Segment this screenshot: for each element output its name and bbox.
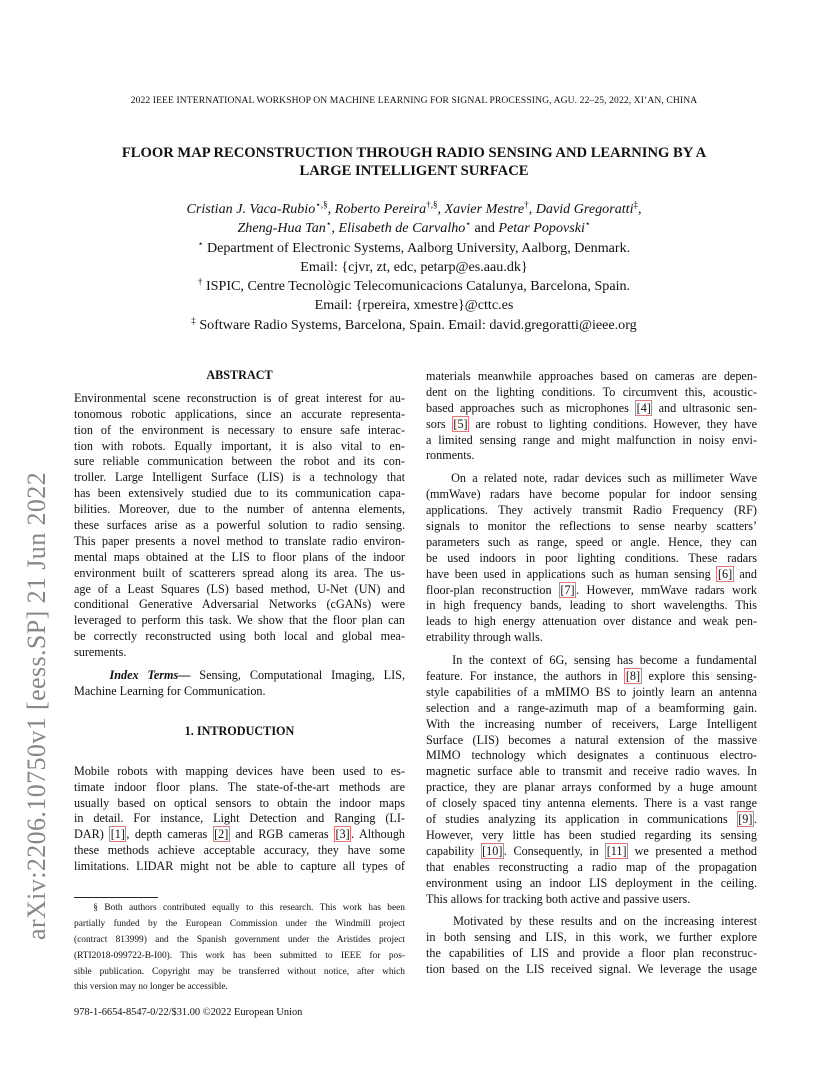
citation-link[interactable]: [2] (214, 827, 229, 842)
body-line: dent on the lighting conditions. To circumvent this, acoustic- (426, 384, 757, 399)
author-name: David Gregoratti (535, 201, 634, 217)
body-line: be used indoors in poor lighting conditions. These radars (426, 550, 757, 565)
body-line: On a related note, radar devices such as millimeter Wave (451, 471, 757, 486)
abstract-line: This paper presents a novel method to translate radio environ- (74, 533, 405, 548)
running-header: 2022 IEEE INTERNATIONAL WORKSHOP ON MACHINE LEARNING FOR SIGNAL PROCESSING, AGU. 22–25, 2022, XI’AN, CHINA (130, 95, 698, 106)
body-line: feature. For instance, the authors in [8] explore this sensing- (426, 669, 757, 684)
body-line: in both sensing and LIS, in this work, we further explore (426, 930, 757, 945)
footnote-line: (contract 813999) and the Spanish government under the Aristides project (74, 934, 405, 945)
body-line: Surface (LIS) becomes a natural extension of the massive (426, 732, 757, 747)
abstract-line: environment built of scatterers spread along its area. The us- (74, 565, 405, 580)
author-affiliation-mark: †,§ (426, 199, 438, 210)
body-line: the capabilities of LIS and provide a floor plan reconstruc- (426, 946, 757, 961)
section-heading-introduction: 1. INTRODUCTION (184, 723, 295, 738)
author-affiliation-mark: † (524, 199, 529, 210)
abstract-line: tion of the environment is necessary to ensure safe interac- (74, 422, 405, 437)
body-line: of closely spaced tiny antenna elements. There is a vast range (426, 796, 757, 811)
footnote-line: partially funded by the European Commission under the Windmill project (74, 918, 405, 929)
author-line-2: Zheng-Hua Tan⋆, Elisabeth de Carvalho⋆ and Petar Popovski⋆ (237, 218, 591, 237)
author-affiliation-mark: ‡ (633, 199, 638, 210)
authors-block (60, 200, 768, 335)
copyright-footer: 978-1-6654-8547-0/22/$31.00 ©2022 European Union (74, 1007, 303, 1018)
citation-link[interactable]: [11] (606, 843, 627, 858)
email-1: Email: {cjvr, zt, edc, petarp@es.aau.dk} (300, 258, 528, 275)
body-line: floor-plan reconstruction [7] . However, mmWave radars work (426, 582, 758, 597)
body-line: Motivated by these results and on the increasing interest (453, 914, 757, 929)
citation-link[interactable]: [7] (560, 582, 575, 597)
abstract-line: troller. Large Intelligent Surface (LIS) is a technology that (74, 470, 405, 485)
email-2: Email: {rpereira, xmestre}@cttc.es (314, 297, 514, 314)
citation-link[interactable]: [8] (625, 669, 641, 684)
body-line: tion based on the LIS received signal. We leverage the usage (426, 962, 757, 977)
citation-link[interactable]: [9] (738, 812, 753, 827)
body-line: This allows for tracking both active and passive users. (426, 891, 691, 906)
body-line: limitations. LIDAR might not be able to capture all types of (74, 859, 405, 874)
index-terms-line-2: Machine Learning for Communication. (74, 683, 266, 698)
author-name: Xavier Mestre (444, 201, 525, 217)
author-affiliation-mark: ⋆ (465, 218, 471, 229)
affiliation-1: ⋆ Department of Electronic Systems, Aalborg University, Aalborg, Denmark. (197, 237, 631, 256)
author-conjunction: and (474, 220, 495, 237)
abstract-line: mental maps obtained at the LIS to floor plans of the indoor (74, 549, 405, 564)
citation-link[interactable]: [10] (482, 843, 503, 858)
abstract-line: surements. (74, 645, 127, 660)
abstract-line: tion with robots. Equally important, it is also vital to en- (74, 438, 405, 453)
affiliation-mark: ‡ (191, 315, 196, 326)
abstract-body (74, 391, 405, 661)
affiliation-mark: † (197, 276, 203, 287)
author-affiliation-mark: ⋆,§ (315, 199, 328, 210)
footnote-line: § Both authors contributed equally to this research. This work has been (93, 903, 405, 913)
body-line: (mmWave) radars have become popular for indoor sensing (426, 487, 757, 502)
body-line: usually based on optical sensors to obtain the indoor maps (74, 795, 405, 810)
body-line: leads to high energy attenuation over distance and weak pen- (426, 614, 757, 629)
body-line: Mobile robots with mapping devices have been used to es- (74, 763, 405, 778)
citation-link[interactable]: [5] (453, 416, 468, 431)
body-line: ronments. (426, 448, 475, 463)
abstract-line: these surfaces arise as a powerful solution to radio sensing. (74, 518, 405, 533)
abstract-line: be correctly reconstructed using both local and global mea- (74, 629, 405, 644)
body-line: in detail. For instance, Light Detection and Ranging (LI- (74, 811, 405, 826)
abstract-line: sure reliable communication between the robot and its con- (74, 454, 405, 469)
author-name: Elisabeth de Carvalho (338, 220, 466, 237)
title-line-1: FLOOR MAP RECONSTRUCTION THROUGH RADIO SENSING AND LEARNING BY A (121, 145, 707, 161)
body-line: environment using an indoor LIS deployment in the ceiling. (426, 875, 757, 890)
author-name: Zheng-Hua Tan (237, 220, 326, 237)
body-line: these methods achieve acceptable accuracy, they have some (74, 843, 405, 858)
body-line: based approaches such as microphones [4] and ultrasonic sen- (426, 400, 757, 415)
author-name: Petar Popovski (498, 220, 585, 237)
body-line: In the context of 6G, sensing has become a fundamental (452, 653, 757, 668)
footnote-line: sible publication. Copyright may be transferred without notice, after which (74, 966, 405, 977)
body-line: DAR) [1] , depth cameras [2] and RGB cameras [3] . Although (74, 827, 406, 842)
abstract-line: Environmental scene reconstruction is of great interest for au- (74, 390, 405, 405)
body-line: style capabilities of a mMIMO BS to jointly learn an antenna (426, 684, 757, 699)
abstract-line: has been extensively studied due to its communication capa- (74, 486, 405, 501)
body-line: etrability through walls. (426, 630, 543, 645)
body-line: that enables reconstructing a radio map of the propagation (426, 859, 757, 874)
body-line: in high frequency bands, leading to short wavelengths. This (426, 598, 757, 613)
body-line: timate indoor floor plans. The state-of-the-art methods are (74, 779, 405, 794)
abstract-line: tonomous robotic applications, since an accurate representa- (74, 406, 405, 421)
author-name: Cristian J. Vaca-Rubio (186, 201, 316, 217)
body-line: selection and a range-azimuth map of a beamforming gain. (426, 700, 757, 715)
body-line: materials meanwhile approaches based on cameras are depen- (426, 369, 757, 383)
citation-link[interactable]: [1] (110, 827, 125, 842)
affiliation-3: ‡ Software Radio Systems, Barcelona, Spain. Email: david.gregoratti@ieee.org (191, 315, 637, 333)
body-line: parameters such as range, speed or angle. Hence, they can (426, 534, 757, 549)
body-line: a limited sensing range and might malfunction in noisy envi- (426, 432, 757, 447)
author-name: Roberto Pereira (334, 201, 427, 217)
author-line-1: Cristian J. Vaca-Rubio⋆,§, Roberto Pereira†,§, Xavier Mestre†, David Gregoratti‡, (186, 199, 642, 217)
footnote-line: (RTI2018-099722-B-I00). This work has been submitted to IEEE for pos- (74, 950, 405, 961)
footnote-line: this version may no longer be accessible. (74, 982, 228, 993)
author-affiliation-mark: ⋆ (325, 218, 332, 229)
abstract-line: conditional Generative Adversarial Networks (cGANs) were (74, 597, 405, 612)
citation-link[interactable]: [6] (717, 566, 733, 581)
citation-link[interactable]: [4] (636, 400, 651, 415)
body-line: capability [10] . Consequently, in [11] we presented a method (426, 843, 758, 858)
author-affiliation-mark: ⋆ (584, 218, 591, 229)
affiliation-mark: ⋆ (197, 237, 204, 248)
index-terms-line-1: Index Terms— Sensing, Computational Imaging, LIS, (109, 668, 406, 683)
body-line: With the increasing number of receivers, Large Intelligent (426, 716, 757, 731)
arxiv-identifier-stamp[interactable]: arXiv:2206.10750v1 [eess.SP] 21 Jun 2022 (22, 471, 51, 940)
abstract-line: leveraged to perform this task. We show that the floor plan can (74, 613, 405, 628)
body-line: of studies analyzing its application in communications [9] . (426, 812, 757, 827)
body-line: have been used in applications such as human sensing [6] and (426, 566, 757, 581)
body-line: applications. They actively transmit Radio Frequency (RF) (426, 503, 757, 518)
abstract-line: bilities. Moreover, due to the number of antenna elements, (74, 502, 405, 517)
left-column (74, 368, 405, 875)
body-line: MIMO technology which designates a continuous electro- (426, 748, 757, 763)
body-line: sors [5] are robust to lighting conditions. However, they have (426, 416, 757, 431)
body-line: signals to monitor the reflections to sense nearby scatters’ (426, 519, 757, 534)
body-line: However, very little has been studied regarding its sensing (426, 827, 757, 842)
title-line-2: LARGE INTELLIGENT SURFACE (299, 163, 529, 179)
paper-title (60, 144, 768, 180)
affiliation-2: † ISPIC, Centre Tecnològic Telecomunicacions Catalunya, Barcelona, Spain. (197, 276, 631, 295)
footnote-rule (74, 897, 158, 898)
abstract-heading: ABSTRACT (206, 368, 273, 382)
abstract-line: age of a Least Squares (LS) based method, U-Net (UN) and (74, 581, 405, 596)
citation-link[interactable]: [3] (335, 827, 350, 842)
index-terms-label: Index Terms— (109, 668, 191, 683)
footnote (74, 902, 405, 997)
body-line: practice, they are planar arrays conformed by a huge amount (426, 780, 757, 795)
right-column (426, 369, 757, 978)
body-line: magnetic surface able to transmit and receive radio waves. In (426, 764, 757, 779)
